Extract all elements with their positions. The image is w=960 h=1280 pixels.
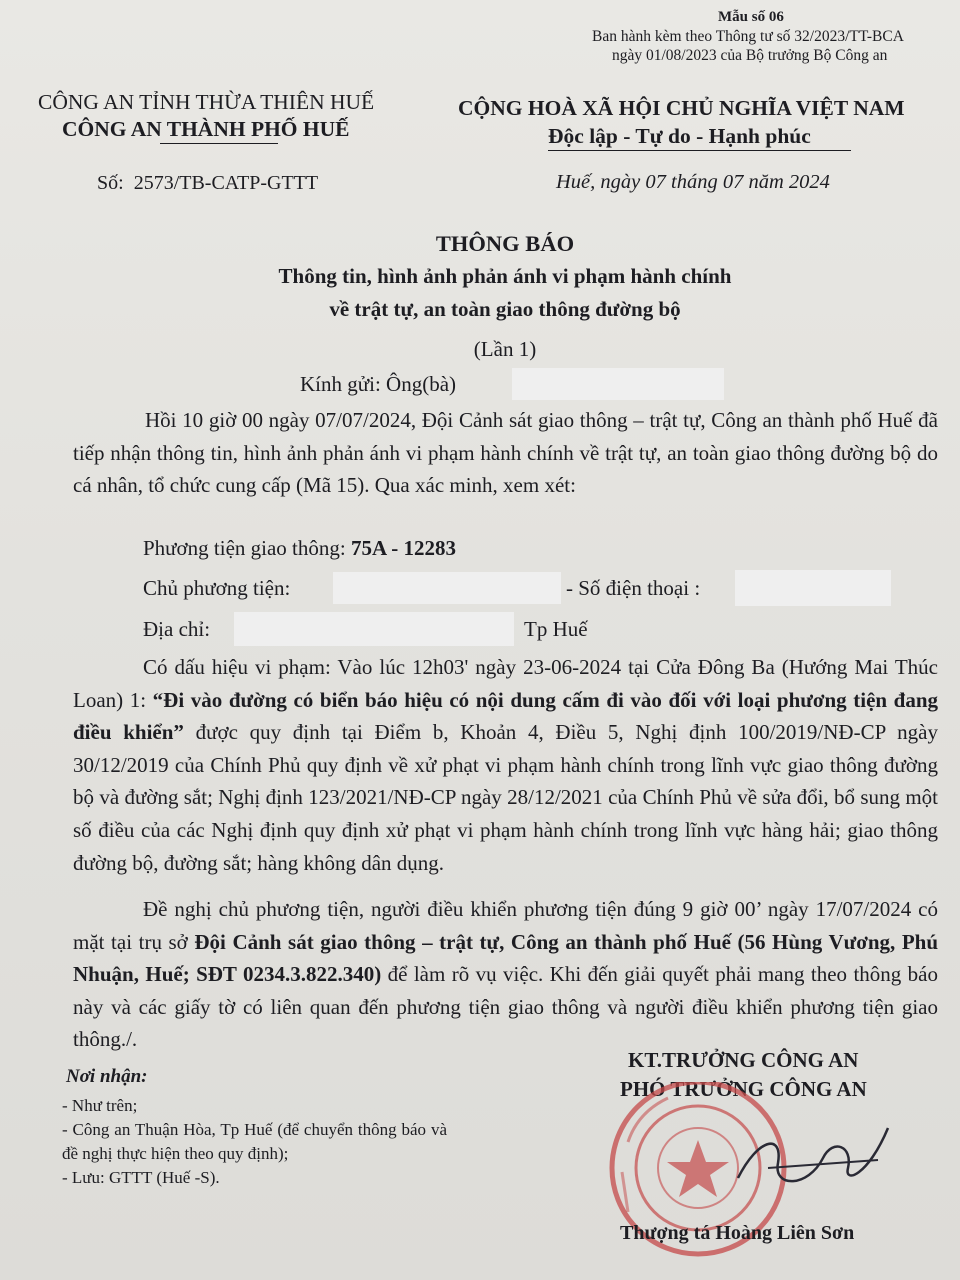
form-issued-date: ngày 01/08/2023 của Bộ trưởng Bộ Công an	[612, 47, 888, 64]
redacted-phone	[735, 570, 891, 606]
signer-title-2: PHÓ TRƯỞNG CÔNG AN	[620, 1077, 867, 1101]
agency-underline	[160, 143, 278, 144]
agency-name: CÔNG AN THÀNH PHỐ HUẾ	[62, 117, 350, 141]
signer-title-1: KT.TRƯỞNG CÔNG AN	[628, 1048, 859, 1072]
document-subtitle-2: về trật tự, an toàn giao thông đường bộ	[329, 297, 681, 321]
document-subtitle-1: Thông tin, hình ảnh phản ánh vi phạm hành chính	[278, 264, 732, 288]
recipient-label: Kính gửi: Ông(bà)	[300, 372, 457, 396]
recipients-heading: Nơi nhận:	[66, 1066, 148, 1087]
document-date: Huế, ngày 07 tháng 07 năm 2024	[556, 171, 830, 193]
redacted-recipient-name	[512, 368, 724, 400]
document-title: THÔNG BÁO	[435, 231, 575, 256]
address-city: Tp Huế	[524, 617, 588, 641]
vehicle-plate-line: Phương tiện giao thông: 75A - 12283	[143, 536, 456, 560]
country-motto: Độc lập - Tự do - Hạnh phúc	[548, 124, 811, 148]
violation-paragraph: Có dấu hiệu vi phạm: Vào lúc 12h03' ngày 23-06-2024 tại Cửa Đông Ba (Hướng Mai Thúc Loan) 1: “Đi vào đường có biển báo hiệu có nội dung cấm đi vào đối với loại phương tiện đang điều khiển” được quy định tại Điểm b, Khoản 4, Điều 5, Nghị định 100/2019/NĐ-CP ngày 30/12/2019 của Chính Phủ quy định về xử phạt vi phạm hành chính trong lĩnh vực giao thông đường bộ và đường sắt; Nghị định 123/2021/NĐ-CP ngày 28/12/2021 của Chính Phủ về sửa đổi, bổ sung một số điều của các Nghị định quy định xử phạt vi phạm hành chính trong lĩnh vực hàng hải; giao thông đường bộ, đường sắt; hàng không dân dụng.	[73, 655, 939, 875]
country-name: CỘNG HOÀ XÃ HỘI CHỦ NGHĨA VIỆT NAM	[458, 96, 905, 120]
document-number: Số: 2573/TB-CATP-GTTT	[97, 172, 319, 194]
phone-label: - Số điện thoại :	[566, 576, 701, 600]
vehicle-owner-label: Chủ phương tiện:	[143, 576, 291, 600]
request-paragraph: Đề nghị chủ phương tiện, người điều khiển phương tiện đúng 9 giờ 00’ ngày 17/07/2024 có mặt tại trụ sở Đội Cảnh sát giao thông – trật tự, Công an thành phố Huế (56 Hùng Vương, Phú Nhuận, Huế; SĐT 0234.3.822.340) để làm rõ vụ việc. Khi đến giải quyết phải mang theo thông báo này và các giấy tờ có liên quan đến phương tiện giao thông và người điều khiển phương tiện giao thông./.	[73, 897, 939, 1052]
redacted-address	[234, 612, 514, 646]
signature-icon	[728, 1118, 898, 1208]
address-label: Địa chỉ:	[143, 617, 211, 641]
redacted-owner-name	[333, 572, 561, 604]
notice-round: (Lần 1)	[473, 337, 537, 361]
signer-name: Thượng tá Hoàng Liên Sơn	[620, 1222, 855, 1244]
form-number: Mẫu số 06	[718, 9, 784, 25]
recipients-item: - Công an Thuận Hòa, Tp Huế (để chuyển thông báo và đề nghị thực hiện theo quy định);	[62, 1120, 447, 1163]
recipients-item: - Lưu: GTTT (Huế -S).	[62, 1168, 220, 1187]
agency-parent: CÔNG AN TỈNH THỪA THIÊN HUẾ	[38, 90, 375, 114]
form-issued-with: Ban hành kèm theo Thông tư số 32/2023/TT-BCA	[592, 28, 904, 45]
recipients-item: - Như trên;	[62, 1096, 138, 1115]
motto-underline	[548, 150, 851, 151]
recipients-list	[62, 1094, 447, 1190]
intro-paragraph: Hồi 10 giờ 00 ngày 07/07/2024, Đội Cảnh sát giao thông – trật tự, Công an thành phố Huế đã tiếp nhận thông tin, hình ảnh phản ánh vi phạm hành chính về trật tự, an toàn giao thông đường bộ do cá nhân, tổ chức cung cấp (Mã 15). Qua xác minh, xem xét:	[73, 408, 938, 498]
